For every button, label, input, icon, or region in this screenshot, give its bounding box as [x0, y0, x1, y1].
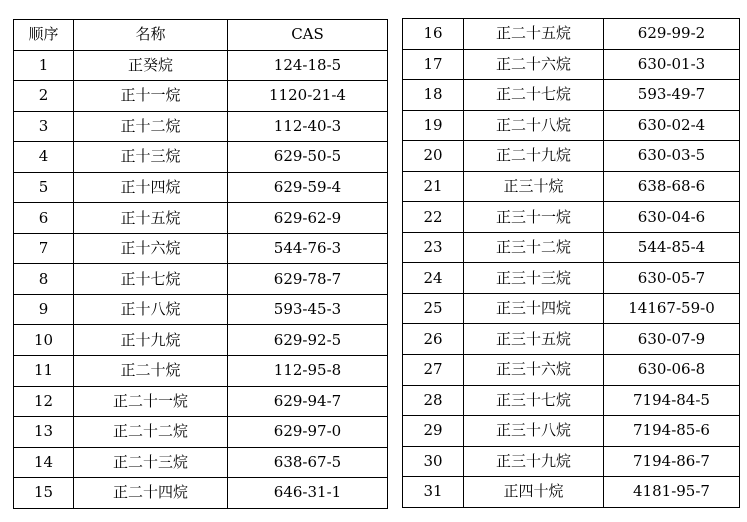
row-name-cell: 正十五烷	[74, 203, 228, 234]
row-name-cell: 正三十一烷	[464, 202, 604, 233]
row-seq-cell: 27	[403, 355, 464, 386]
table-row	[14, 142, 388, 173]
table-row	[14, 111, 388, 142]
table-row	[14, 264, 388, 295]
row-seq-cell: 14	[14, 447, 74, 478]
table-row	[403, 293, 740, 324]
header-name: 名称	[74, 20, 228, 51]
row-cas-cell: 630-01-3	[604, 49, 740, 80]
table-row	[403, 416, 740, 447]
row-name-cell: 正三十三烷	[464, 263, 604, 294]
row-cas-cell: 630-07-9	[604, 324, 740, 355]
row-seq-cell: 17	[403, 49, 464, 80]
table-row	[14, 447, 388, 478]
row-name-cell: 正二十九烷	[464, 141, 604, 172]
alkane-table-left	[13, 19, 388, 509]
row-name-cell: 正四十烷	[464, 477, 604, 508]
row-cas-cell: 630-04-6	[604, 202, 740, 233]
row-cas-cell: 630-02-4	[604, 110, 740, 141]
row-cas-cell: 7194-84-5	[604, 385, 740, 416]
row-seq-cell: 22	[403, 202, 464, 233]
table-row	[403, 80, 740, 111]
table-row	[403, 355, 740, 386]
row-cas-cell: 124-18-5	[228, 50, 388, 81]
row-seq-cell: 15	[14, 478, 74, 509]
row-seq-cell: 4	[14, 142, 74, 173]
row-cas-cell: 638-68-6	[604, 171, 740, 202]
row-name-cell: 正三十烷	[464, 171, 604, 202]
row-name-cell: 正十七烷	[74, 264, 228, 295]
row-name-cell: 正二十六烷	[464, 49, 604, 80]
row-name-cell: 正二十三烷	[74, 447, 228, 478]
header-cas: CAS	[228, 20, 388, 51]
table-row	[14, 386, 388, 417]
row-cas-cell: 629-97-0	[228, 417, 388, 448]
table-row	[14, 356, 388, 387]
table-row	[14, 417, 388, 448]
row-seq-cell: 16	[403, 19, 464, 50]
row-cas-cell: 544-85-4	[604, 232, 740, 263]
table-row	[403, 385, 740, 416]
row-seq-cell: 21	[403, 171, 464, 202]
row-name-cell: 正十六烷	[74, 233, 228, 264]
table-row	[403, 171, 740, 202]
table-row	[403, 141, 740, 172]
row-name-cell: 正二十一烷	[74, 386, 228, 417]
row-cas-cell: 629-99-2	[604, 19, 740, 50]
row-name-cell: 正十四烷	[74, 172, 228, 203]
row-name-cell: 正十九烷	[74, 325, 228, 356]
table-row	[403, 19, 740, 50]
row-name-cell: 正二十五烷	[464, 19, 604, 50]
row-cas-cell: 14167-59-0	[604, 293, 740, 324]
table-row	[403, 202, 740, 233]
row-name-cell: 正十一烷	[74, 81, 228, 112]
row-seq-cell: 7	[14, 233, 74, 264]
row-cas-cell: 593-49-7	[604, 80, 740, 111]
table-row	[14, 478, 388, 509]
table-row	[403, 263, 740, 294]
table-row	[403, 110, 740, 141]
row-seq-cell: 11	[14, 356, 74, 387]
row-cas-cell: 630-03-5	[604, 141, 740, 172]
row-cas-cell: 112-40-3	[228, 111, 388, 142]
row-seq-cell: 29	[403, 416, 464, 447]
table-row	[403, 446, 740, 477]
header-seq: 顺序	[14, 20, 74, 51]
row-name-cell: 正二十烷	[74, 356, 228, 387]
row-cas-cell: 630-06-8	[604, 355, 740, 386]
table-row	[14, 294, 388, 325]
table-row	[14, 50, 388, 81]
row-cas-cell: 4181-95-7	[604, 477, 740, 508]
row-name-cell: 正二十七烷	[464, 80, 604, 111]
row-seq-cell: 18	[403, 80, 464, 111]
row-name-cell: 正三十七烷	[464, 385, 604, 416]
row-cas-cell: 593-45-3	[228, 294, 388, 325]
row-seq-cell: 8	[14, 264, 74, 295]
table-row	[14, 172, 388, 203]
row-name-cell: 正三十二烷	[464, 232, 604, 263]
row-cas-cell: 630-05-7	[604, 263, 740, 294]
row-cas-cell: 629-78-7	[228, 264, 388, 295]
row-cas-cell: 7194-85-6	[604, 416, 740, 447]
row-name-cell: 正三十四烷	[464, 293, 604, 324]
row-cas-cell: 629-94-7	[228, 386, 388, 417]
row-name-cell: 正二十四烷	[74, 478, 228, 509]
row-cas-cell: 629-59-4	[228, 172, 388, 203]
table-header-row	[14, 20, 388, 51]
table-row	[403, 49, 740, 80]
alkane-table-right	[402, 18, 740, 508]
table-row	[14, 81, 388, 112]
table-row	[14, 203, 388, 234]
row-seq-cell: 13	[14, 417, 74, 448]
row-cas-cell: 7194-86-7	[604, 446, 740, 477]
table-row	[403, 324, 740, 355]
row-seq-cell: 26	[403, 324, 464, 355]
row-name-cell: 正三十八烷	[464, 416, 604, 447]
row-cas-cell: 629-62-9	[228, 203, 388, 234]
row-cas-cell: 1120-21-4	[228, 81, 388, 112]
row-name-cell: 正二十二烷	[74, 417, 228, 448]
row-seq-cell: 6	[14, 203, 74, 234]
row-cas-cell: 112-95-8	[228, 356, 388, 387]
row-seq-cell: 3	[14, 111, 74, 142]
row-seq-cell: 24	[403, 263, 464, 294]
table-row	[403, 477, 740, 508]
row-name-cell: 正三十九烷	[464, 446, 604, 477]
row-seq-cell: 12	[14, 386, 74, 417]
row-name-cell: 正癸烷	[74, 50, 228, 81]
table-row	[14, 233, 388, 264]
row-seq-cell: 31	[403, 477, 464, 508]
row-cas-cell: 544-76-3	[228, 233, 388, 264]
row-seq-cell: 10	[14, 325, 74, 356]
row-seq-cell: 23	[403, 232, 464, 263]
row-name-cell: 正十二烷	[74, 111, 228, 142]
row-cas-cell: 629-50-5	[228, 142, 388, 173]
row-seq-cell: 9	[14, 294, 74, 325]
table-row	[403, 232, 740, 263]
row-name-cell: 正十三烷	[74, 142, 228, 173]
table-row	[14, 325, 388, 356]
row-seq-cell: 20	[403, 141, 464, 172]
row-name-cell: 正三十六烷	[464, 355, 604, 386]
row-seq-cell: 19	[403, 110, 464, 141]
row-seq-cell: 2	[14, 81, 74, 112]
row-cas-cell: 646-31-1	[228, 478, 388, 509]
row-name-cell: 正三十五烷	[464, 324, 604, 355]
row-cas-cell: 638-67-5	[228, 447, 388, 478]
row-seq-cell: 30	[403, 446, 464, 477]
row-seq-cell: 28	[403, 385, 464, 416]
row-seq-cell: 1	[14, 50, 74, 81]
row-seq-cell: 25	[403, 293, 464, 324]
row-seq-cell: 5	[14, 172, 74, 203]
row-name-cell: 正十八烷	[74, 294, 228, 325]
row-name-cell: 正二十八烷	[464, 110, 604, 141]
row-cas-cell: 629-92-5	[228, 325, 388, 356]
